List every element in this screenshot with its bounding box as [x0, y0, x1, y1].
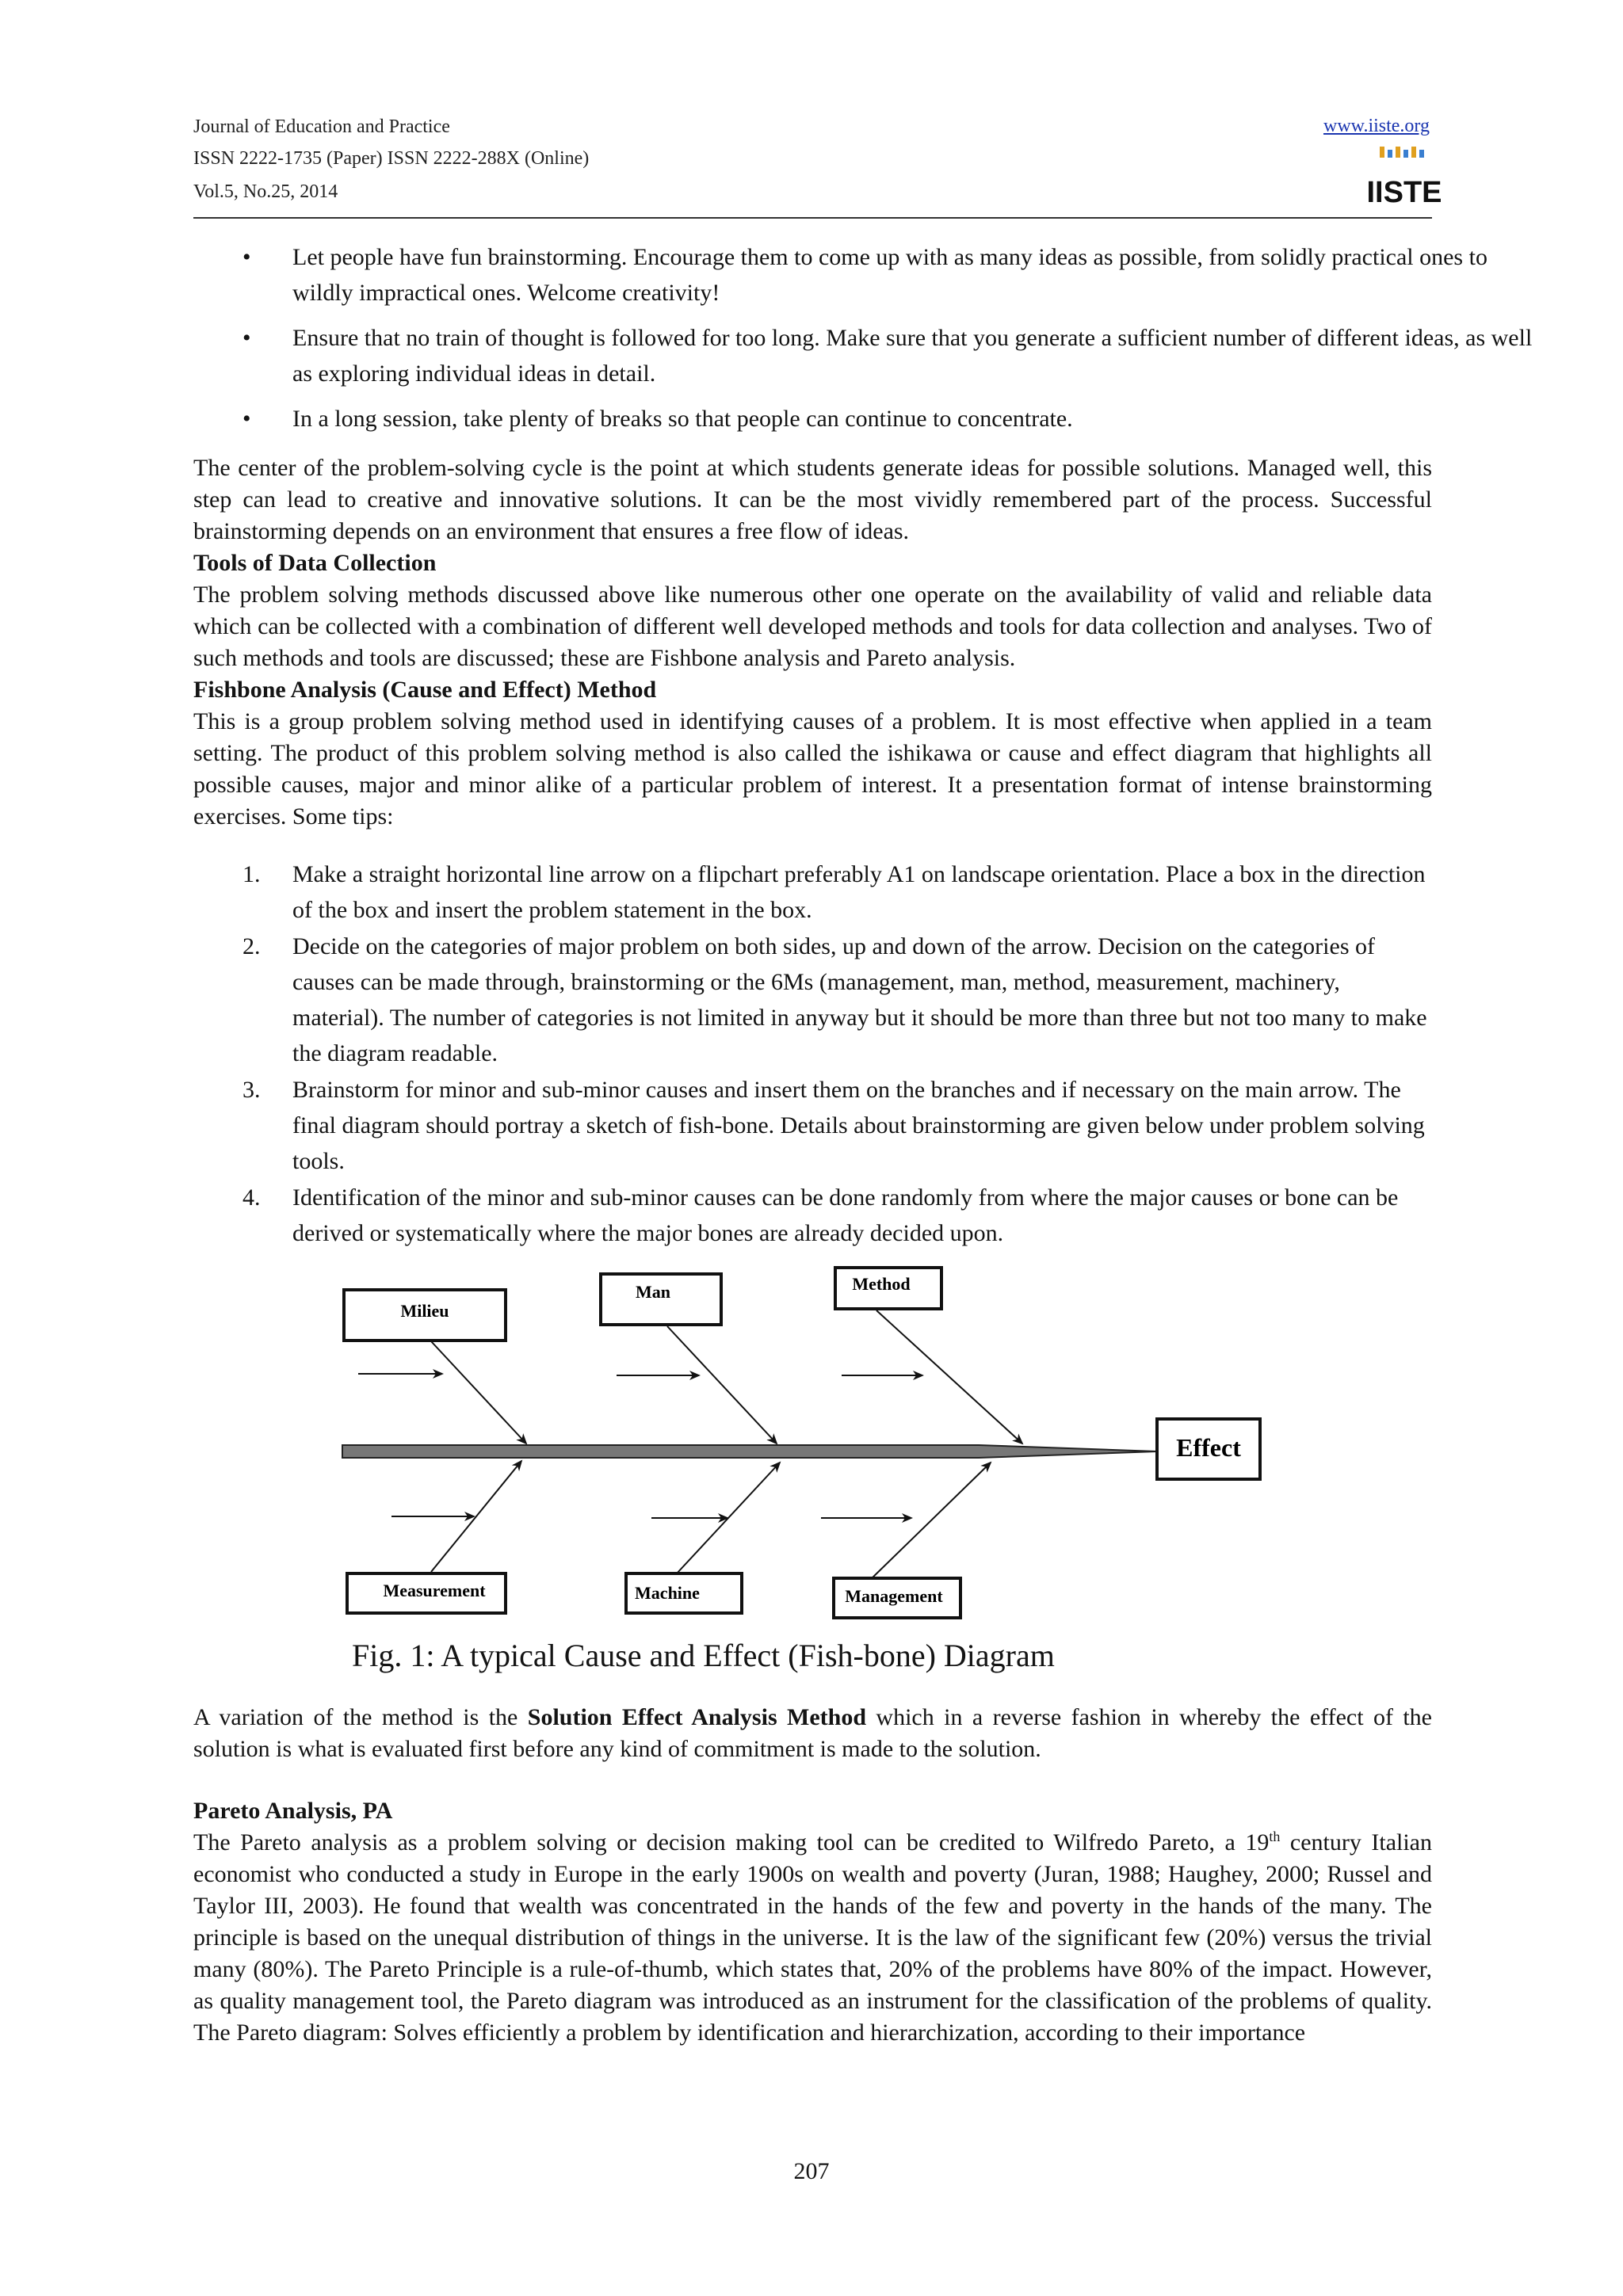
variation-bold-term: Solution Effect Analysis Method: [527, 1704, 867, 1730]
bullet-item: • In a long session, take plenty of breaks so that people can continue to concentrate.: [193, 401, 1537, 437]
bone-man: [667, 1326, 777, 1444]
cause-label-milieu: Milieu: [400, 1301, 449, 1321]
tip-text: Identification of the minor and sub-minor causes can be done randomly from where the major causes or bone can be derived or systematically where the major bones are already decided upon.: [292, 1184, 1399, 1246]
bone-milieu: [431, 1341, 526, 1444]
figure-caption: Fig. 1: A typical Cause and Effect (Fish-bone) Diagram: [352, 1638, 1055, 1673]
iiste-logo: [1366, 147, 1442, 209]
paragraph-variation: [193, 1702, 1432, 1765]
brainstorm-tips-list: [193, 239, 1533, 446]
bullet-item: • Ensure that no train of thought is followed for too long. Make sure that you generate a sufficient number of different ideas, as well as exploring individual ideas in detail.: [193, 320, 1537, 391]
tip-number: 4.: [242, 1184, 261, 1211]
paragraph-fishbone: This is a group problem solving method used in identifying causes of a problem. It is most effective when applied in a team setting. The product of this problem solving method is also called the ishikawa or cause and effect diagram that highlights all possible causes, major and minor alike of a particular problem of interest. It a presentation format of intense brainstorming exercises. Some tips:: [193, 708, 1432, 830]
fishbone-diagram: [333, 1260, 1284, 1632]
variation-text-before: A variation of the method is the: [193, 1704, 528, 1730]
page-number: 207: [793, 2158, 830, 2184]
header-rule: [193, 217, 1432, 219]
paragraph-center: The center of the problem-solving cycle is the point at which students generate ideas for possible solutions. Managed well, this step can lead to creative and innovative solutions. It can be the most vividly remembered part of the process. Successful brainstorming depends on an environment that ensures a free flow of ideas.: [193, 455, 1432, 544]
spacer: [193, 1765, 1432, 1795]
bone-management: [869, 1463, 991, 1581]
volume-line: Vol.5, No.25, 2014: [193, 181, 338, 202]
tip-text: Brainstorm for minor and sub-minor causes and insert them on the branches and if necessary on the main arrow. The final diagram should portray a sketch of fish-bone. Details about brainstorming are given below under problem solving tools.: [292, 1077, 1425, 1174]
spine-arrow: [342, 1445, 1157, 1458]
issn-line: ISSN 2222-1735 (Paper) ISSN 2222-288X (Online): [193, 148, 590, 169]
cause-label-method: Method: [852, 1274, 911, 1294]
website-link[interactable]: www.iiste.org: [1323, 116, 1430, 136]
tip-number: 3.: [242, 1077, 261, 1103]
bullet-item: • Let people have fun brainstorming. Encourage them to come up with as many ideas as possible, from solidly practical ones to wildly impractical ones. Welcome creativity!: [193, 239, 1537, 311]
bone-method: [876, 1310, 1022, 1444]
tip-item: [193, 1180, 1432, 1251]
cause-label-machine: Machine: [635, 1583, 700, 1603]
cause-label-management: Management: [845, 1586, 943, 1606]
tip-item: [193, 856, 1432, 928]
cause-label-measurement: Measurement: [383, 1581, 486, 1600]
heading-pareto: Pareto Analysis, PA: [193, 1798, 393, 1824]
tip-text: Make a straight horizontal line arrow on a flipchart preferably A1 on landscape orientation. Place a box in the direction of the box and insert the problem statement in the box.: [292, 861, 1426, 923]
body-section-2: [193, 1702, 1432, 2049]
variation-text-after: which in a reverse fashion in whereby the effect of the solution is what is evaluated first before any kind of commitment is made to the solution.: [193, 1704, 1432, 1762]
paragraph-tools: The problem solving methods discussed above like numerous other one operate on the availability of valid and reliable data which can be collected with a combination of different well developed methods and tools for data collection and analyses. Two of such methods and tools are discussed; these are Fishbone analysis and Pareto analysis.: [193, 582, 1432, 671]
tip-item: [193, 929, 1432, 1071]
tip-number: 2.: [242, 933, 261, 959]
pareto-text-before: The Pareto analysis as a problem solving or decision making tool can be credited to Wilfredo Pareto, a 19: [193, 1829, 1270, 1855]
tip-item: [193, 1072, 1432, 1179]
pareto-text-after: century Italian economist who conducted a study in Europe in the early 1900s on wealth and poverty (Juran, 1988; Haughey, 2000; Russel and Taylor III, 2003). He found that wealth was concentrated in the hands of the few and poverty in the hands of the many. The principle is based on the unequal distribution of things in the universe. It is the law of the significant few (20%) versus the trivial many (80%). The Pareto Principle is a rule-of-thumb, which states that, 20% of the problems have 80% of the impact. However, as quality management tool, the Pareto diagram was introduced as an instrument for the classification of the problems of quality. The Pareto diagram: Solves efficiently a problem by identification and hierarchization, according to their importance: [193, 1829, 1432, 2046]
logo-text: IISTE: [1366, 176, 1442, 209]
fishbone-tips-list: [193, 856, 1432, 1252]
heading-fishbone: Fishbone Analysis (Cause and Effect) Method: [193, 677, 657, 703]
paragraph-pareto: [193, 1827, 1432, 2049]
tip-text: Decide on the categories of major problem on both sides, up and down of the arrow. Decision on the categories of causes can be made through, brainstorming or the 6Ms (management, man, method, measurement, machinery, material). The number of categories is not limited in anyway but it should be more than three but not too many to make the diagram readable.: [292, 933, 1427, 1066]
cause-label-man: Man: [636, 1282, 670, 1302]
body-section-1: [193, 452, 1432, 833]
heading-tools: Tools of Data Collection: [193, 550, 437, 576]
tip-number: 1.: [242, 861, 261, 887]
pareto-superscript: th: [1269, 1829, 1281, 1844]
journal-title: Journal of Education and Practice: [193, 116, 450, 137]
effect-label: Effect: [1176, 1433, 1241, 1462]
